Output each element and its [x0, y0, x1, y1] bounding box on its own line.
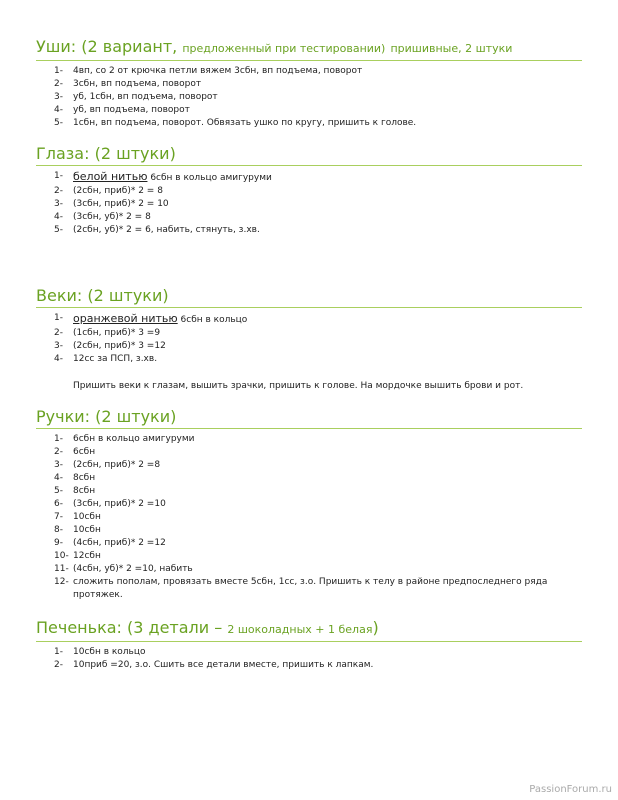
step-text: 6сбн в кольцо амигуруми [73, 434, 195, 444]
eyes-steps [36, 170, 582, 237]
step-text: 12сс за ПСП, з.хв. [73, 354, 158, 364]
list-item [36, 91, 582, 104]
cookie-heading-tail: ) [372, 618, 379, 637]
list-item [36, 537, 582, 550]
list-item [36, 170, 582, 185]
list-item [36, 524, 582, 537]
list-item [36, 472, 582, 485]
step-text: 10сбн [73, 525, 101, 535]
list-item [36, 485, 582, 498]
arms-divider [36, 428, 582, 429]
cookie-section [36, 618, 582, 672]
step-text: (3сбн, уб)* 2 = 8 [73, 212, 151, 222]
eyelids-section [36, 286, 582, 393]
step-number: 1- [54, 647, 63, 657]
step-number: 1- [54, 434, 63, 444]
list-item [36, 498, 582, 511]
yarn-color-label: белой нитью [73, 170, 148, 183]
step-number: 2- [54, 79, 63, 89]
eyes-section [36, 144, 582, 237]
step-text: 6сбн в кольцо амигуруми [147, 173, 272, 183]
list-item [36, 198, 582, 211]
step-text: 10сбн [73, 512, 101, 522]
list-item [36, 117, 582, 130]
list-item [36, 185, 582, 198]
list-item [36, 224, 582, 237]
step-text: 4вп, со 2 от крючка петли вяжем 3сбн, вп подъема, поворот [73, 66, 363, 76]
list-item [36, 646, 582, 659]
step-number: 10- [54, 551, 69, 561]
list-item [36, 433, 582, 446]
yarn-color-label: оранжевой нитью [73, 312, 178, 325]
step-number: 4- [54, 105, 63, 115]
arms-steps [36, 433, 582, 602]
eyelids-divider [36, 307, 582, 308]
list-item [36, 511, 582, 524]
step-number: 9- [54, 538, 63, 548]
cookie-heading [36, 618, 582, 640]
step-text: (2сбн, уб)* 2 = 6, набить, стянуть, з.хв. [73, 225, 260, 235]
step-text: 8сбн [73, 486, 96, 496]
list-item [36, 563, 582, 576]
step-text: уб, 1сбн, вп подъема, поворот [73, 92, 218, 102]
ears-steps [36, 65, 582, 130]
cookie-heading-note: 2 шоколадных + 1 белая [227, 623, 373, 636]
site-watermark: PassionForum.ru [529, 784, 612, 795]
ears-heading [36, 37, 582, 59]
step-text: 6сбн [73, 447, 96, 457]
step-number: 4- [54, 473, 63, 483]
list-item [36, 312, 582, 327]
arms-heading: Ручки: (2 штуки) [36, 407, 177, 426]
step-text: 12сбн [73, 551, 101, 561]
step-text: 1сбн, вп подъема, поворот. Обвязать ушко по кругу, пришить к голове. [73, 118, 417, 128]
ears-heading-note: предложенный при тестировании) [182, 42, 386, 55]
step-number: 1- [54, 66, 63, 76]
cookie-heading-main: Печенька: (3 детали – [36, 618, 223, 637]
arms-section [36, 407, 582, 602]
step-text: (4сбн, приб)* 2 =12 [73, 538, 166, 548]
step-text: (1сбн, приб)* 3 =9 [73, 328, 161, 338]
step-number: 5- [54, 118, 63, 128]
list-item [36, 211, 582, 224]
step-number: 1- [54, 171, 63, 181]
step-text: 6сбн в кольцо [177, 315, 248, 325]
step-text: (4сбн, уб)* 2 =10, набить [73, 564, 193, 574]
cookie-steps [36, 646, 582, 672]
eyelids-heading: Веки: (2 штуки) [36, 286, 169, 305]
list-item [36, 104, 582, 117]
step-number: 7- [54, 512, 63, 522]
ears-heading-tail: пришивные, 2 штуки [390, 42, 513, 55]
step-number: 5- [54, 225, 63, 235]
list-item [36, 78, 582, 91]
list-item [36, 576, 582, 602]
step-text: 8сбн [73, 473, 96, 483]
step-number: 2- [54, 447, 63, 457]
step-text: (2сбн, приб)* 2 = 8 [73, 186, 163, 196]
ears-section [36, 37, 582, 130]
list-item [36, 327, 582, 340]
step-number: 2- [54, 328, 63, 338]
step-number: 4- [54, 354, 63, 364]
step-number: 6- [54, 499, 63, 509]
list-item [36, 446, 582, 459]
step-number: 12- [54, 577, 69, 587]
step-text: (2сбн, приб)* 3 =12 [73, 341, 166, 351]
eyelids-note: Пришить веки к глазам, вышить зрачки, пришить к голове. На мордочке вышить брови и рот. [73, 381, 524, 391]
step-number: 4- [54, 212, 63, 222]
ears-divider [36, 60, 582, 61]
step-text: (3сбн, приб)* 2 =10 [73, 499, 166, 509]
ears-heading-main: Уши: (2 вариант, [36, 37, 178, 56]
step-text: 3сбн, вп подъема, поворот [73, 79, 202, 89]
list-item [36, 65, 582, 78]
cookie-divider [36, 641, 582, 642]
step-number: 5- [54, 486, 63, 496]
step-number: 1- [54, 313, 63, 323]
step-number: 11- [54, 564, 69, 574]
list-item [36, 459, 582, 472]
step-text: (3сбн, приб)* 2 = 10 [73, 199, 169, 209]
eyelids-steps [36, 312, 582, 366]
list-item [36, 659, 582, 672]
list-item [36, 340, 582, 353]
step-text: 10приб =20, з.о. Сшить все детали вместе, пришить к лапкам. [73, 660, 374, 670]
step-number: 3- [54, 199, 63, 209]
step-number: 3- [54, 92, 63, 102]
step-number: 2- [54, 660, 63, 670]
step-text: 10сбн в кольцо [73, 647, 146, 657]
eyes-heading: Глаза: (2 штуки) [36, 144, 176, 163]
step-number: 8- [54, 525, 63, 535]
step-number: 3- [54, 341, 63, 351]
step-text: уб, вп подъема, поворот [73, 105, 190, 115]
step-text: (2сбн, приб)* 2 =8 [73, 460, 161, 470]
eyes-divider [36, 165, 582, 166]
list-item [36, 353, 582, 366]
step-text: сложить пополам, провязать вместе 5сбн, 1сс, з.о. Пришить к телу в районе предпоследнего ряда протяжек. [73, 577, 548, 600]
step-number: 3- [54, 460, 63, 470]
list-item [36, 550, 582, 563]
step-number: 2- [54, 186, 63, 196]
